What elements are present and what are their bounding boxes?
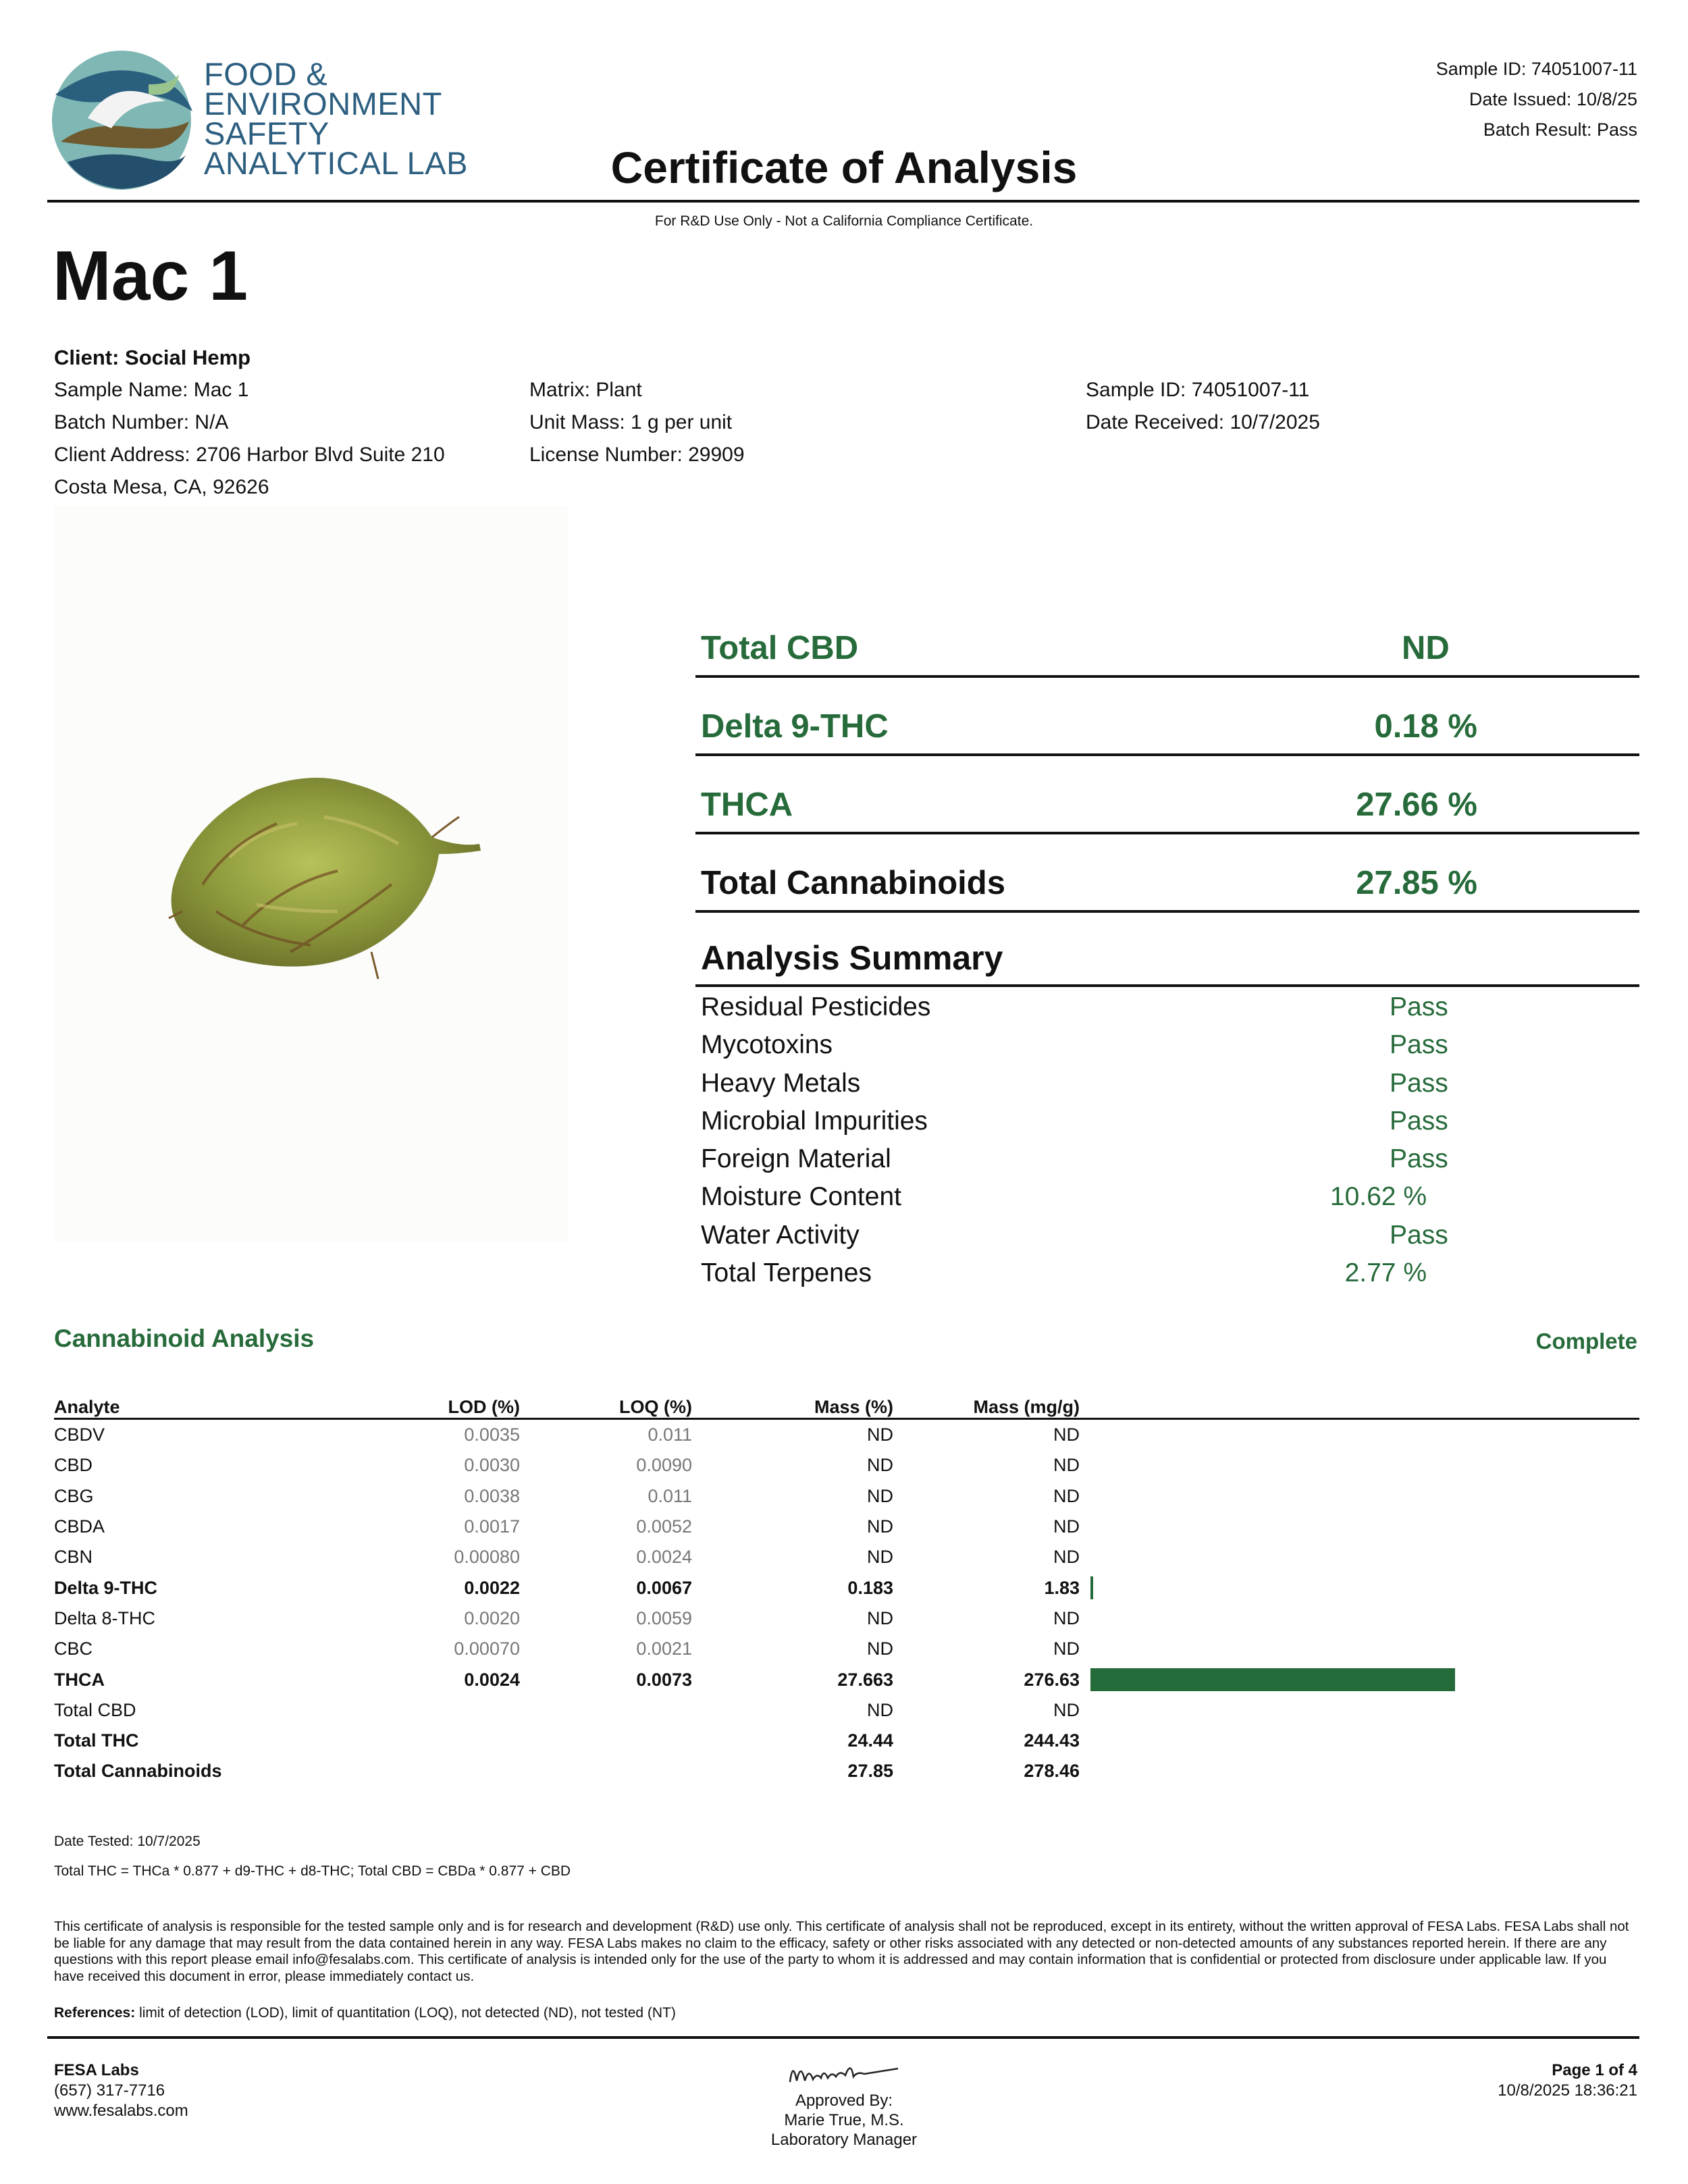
table-row	[54, 1756, 1639, 1786]
cell-lod	[338, 1756, 520, 1786]
analysis-item-name: Water Activity	[701, 1220, 860, 1250]
cell-analyte: CBC	[54, 1639, 93, 1659]
client-city: Costa Mesa, CA, 92626	[54, 476, 269, 498]
cell-loq: 0.0073	[636, 1669, 692, 1690]
cell-bar	[1080, 1726, 1639, 1756]
summary-label: THCA	[701, 787, 793, 823]
summary-value: ND	[1402, 630, 1450, 666]
footer-page-info	[1498, 2060, 1637, 2101]
cell-mass-pct: ND	[867, 1639, 893, 1659]
references-text: limit of detection (LOD), limit of quantitation (LOQ), not detected (ND), not tested (NT)	[135, 2005, 676, 2021]
cell-analyte: CBN	[54, 1547, 93, 1568]
unit-mass: Unit Mass: 1 g per unit	[529, 411, 733, 433]
analysis-item-value: Pass	[1390, 1220, 1448, 1250]
cell-lod: 0.0035	[464, 1424, 520, 1445]
cell-mass-mg: ND	[1053, 1516, 1080, 1537]
cell-loq: 0.0024	[636, 1547, 692, 1568]
cell-mass-pct: ND	[867, 1455, 893, 1476]
references-label: References:	[54, 2005, 136, 2021]
col-header-loq: LOQ (%)	[520, 1391, 692, 1419]
cell-mass-pct: ND	[867, 1547, 893, 1568]
header-divider	[47, 200, 1639, 203]
table-header-row	[54, 1391, 1639, 1419]
table-row	[54, 1481, 1639, 1512]
cell-mass-mg: 278.46	[1024, 1761, 1080, 1782]
cell-bar	[1080, 1542, 1639, 1572]
analysis-item-name: Microbial Impurities	[701, 1106, 928, 1136]
cell-lod: 0.0020	[464, 1607, 520, 1628]
analysis-item-name: Total Terpenes	[701, 1258, 872, 1288]
analysis-item-value: 10.62 %	[1329, 1182, 1427, 1212]
cell-mass-mg: ND	[1053, 1455, 1080, 1476]
cell-analyte: CBDA	[54, 1516, 105, 1537]
cell-loq: 0.0090	[636, 1455, 692, 1476]
table-row	[54, 1542, 1639, 1572]
col-header-lod: LOD (%)	[338, 1391, 520, 1419]
cell-mass-pct: 0.183	[847, 1577, 893, 1598]
client-info-col2	[529, 374, 745, 471]
cell-mass-mg: ND	[1053, 1547, 1080, 1568]
logo-line: SAFETY	[204, 115, 329, 151]
client-label: Client: Social Hemp	[54, 346, 251, 369]
date-tested: Date Tested: 10/7/2025	[54, 1834, 201, 1849]
cell-analyte: CBG	[54, 1485, 94, 1506]
cell-loq: 0.0052	[636, 1516, 692, 1537]
summary-label: Delta 9-THC	[701, 708, 889, 745]
cell-mass-mg: ND	[1053, 1485, 1080, 1506]
client-address: Client Address: 2706 Harbor Blvd Suite 210	[54, 444, 445, 466]
analysis-summary-item	[701, 1215, 1639, 1253]
header-date-issued: Date Issued: 10/8/25	[1469, 89, 1637, 109]
disclaimer: This certificate of analysis is responsible for the tested sample only and is for research and development (R&D) use only. This certificate of analysis shall not be reproduced, except in its entirety, without the written approval of FESA Labs. FESA Labs shall not be liable for any damage that may result from the data contained herein in any way. FESA Labs makes no claim to the efficacy, safety or other risks associated with any detected or non-detected amounts of any substances reported herein. If there are any questions with this report please email info@fesalabs.com. This certificate of analysis is intended only for the use of the party to whom it is addressed and may contain information that is confidential or protected from disclosure under applicable law. If you have received this document in error, please immediately contact us.	[54, 1919, 1629, 1984]
col-header-analyte: Analyte	[54, 1391, 338, 1419]
summary-label: Total Cannabinoids	[701, 865, 1005, 901]
bud-illustration	[54, 506, 567, 1242]
logo-line: ENVIRONMENT	[204, 86, 442, 122]
analysis-summary-item	[701, 1177, 1639, 1215]
analysis-item-value: Pass	[1390, 992, 1448, 1021]
analysis-item-name: Moisture Content	[701, 1182, 901, 1212]
logo-line: ANALYTICAL LAB	[204, 145, 468, 181]
cell-mass-mg: ND	[1053, 1424, 1080, 1445]
sample-name: Sample Name: Mac 1	[54, 379, 249, 401]
page-title: Certificate of Analysis	[610, 142, 1078, 192]
approver-title: Laboratory Manager	[770, 2131, 918, 2149]
footer-approval	[0, 2054, 1688, 2150]
cannabinoid-analysis-title: Cannabinoid Analysis	[54, 1325, 315, 1352]
table-row	[54, 1419, 1639, 1451]
analysis-summary-title: Analysis Summary	[701, 939, 1003, 977]
cell-analyte: Total THC	[54, 1730, 139, 1751]
cell-bar	[1080, 1512, 1639, 1542]
cell-loq: 0.011	[648, 1424, 692, 1445]
mass-bar	[1090, 1668, 1455, 1691]
analysis-summary-item	[701, 1063, 1639, 1101]
footer-divider	[47, 2036, 1639, 2039]
mass-bar	[1090, 1576, 1093, 1599]
cell-loq	[520, 1756, 692, 1786]
analysis-summary-item	[701, 1025, 1639, 1063]
cell-mass-pct: ND	[867, 1516, 893, 1537]
table-row	[54, 1664, 1639, 1695]
formula-note: Total THC = THCa * 0.877 + d9-THC + d8-THC; Total CBD = CBDa * 0.877 + CBD	[54, 1863, 571, 1879]
analysis-item-name: Foreign Material	[701, 1144, 891, 1174]
cell-mass-mg: ND	[1053, 1639, 1080, 1659]
analysis-item-value: Pass	[1390, 1144, 1448, 1174]
header-batch-result: Batch Result: Pass	[1483, 119, 1637, 140]
table-row	[54, 1450, 1639, 1481]
col-header-bar	[1080, 1391, 1639, 1419]
cell-bar	[1080, 1664, 1639, 1695]
client-info-col3	[1086, 374, 1320, 439]
cell-mass-pct: 27.663	[837, 1669, 893, 1690]
cell-bar	[1080, 1634, 1639, 1664]
report-timestamp: 10/8/2025 18:36:21	[1498, 2081, 1637, 2100]
analysis-item-name: Mycotoxins	[701, 1030, 833, 1060]
analysis-summary-item	[701, 1101, 1639, 1139]
analysis-summary-list	[701, 987, 1639, 1291]
header-sample-id: Sample ID: 74051007-11	[1435, 59, 1637, 79]
cell-analyte: Total CBD	[54, 1699, 136, 1720]
cell-lod: 0.00080	[454, 1547, 520, 1568]
cell-bar	[1080, 1450, 1639, 1481]
cell-loq: 0.011	[648, 1485, 692, 1506]
license-number: License Number: 29909	[529, 444, 745, 466]
cell-loq: 0.0067	[636, 1577, 692, 1598]
cell-mass-mg: ND	[1053, 1699, 1080, 1720]
cell-mass-pct: ND	[867, 1607, 893, 1628]
cell-lod	[338, 1695, 520, 1726]
cannabinoid-table-body	[54, 1419, 1639, 1787]
summary-delta9-thc	[695, 679, 1639, 756]
cell-analyte: Delta 9-THC	[54, 1577, 158, 1598]
analysis-summary-item	[701, 1139, 1639, 1177]
sample-id: Sample ID: 74051007-11	[1086, 379, 1310, 401]
approver-name: Marie True, M.S.	[784, 2111, 904, 2129]
cell-mass-mg: 1.83	[1044, 1577, 1080, 1598]
cell-analyte: Delta 8-THC	[54, 1607, 156, 1628]
cell-analyte: CBDV	[54, 1424, 105, 1445]
summary-value: 27.85 %	[1356, 865, 1477, 901]
cell-analyte: CBD	[54, 1455, 93, 1476]
cell-analyte: THCA	[54, 1669, 105, 1690]
compliance-note: For R&D Use Only - Not a California Compliance Certificate.	[654, 213, 1034, 229]
signature-icon	[783, 2054, 905, 2091]
summary-thca	[695, 757, 1639, 834]
cell-bar	[1080, 1572, 1639, 1603]
cell-mass-mg: 244.43	[1024, 1730, 1080, 1751]
cell-lod: 0.0030	[464, 1455, 520, 1476]
cell-lod: 0.0038	[464, 1485, 520, 1506]
cell-analyte: Total Cannabinoids	[54, 1761, 222, 1782]
cell-loq: 0.0059	[636, 1607, 692, 1628]
analysis-item-name: Heavy Metals	[701, 1068, 861, 1098]
col-header-mass-pct: Mass (%)	[692, 1391, 893, 1419]
cell-lod: 0.0017	[464, 1516, 520, 1537]
table-row	[54, 1695, 1639, 1726]
table-row	[54, 1726, 1639, 1756]
footer-lab-name: FESA Labs	[54, 2061, 139, 2079]
date-received: Date Received: 10/7/2025	[1086, 411, 1320, 433]
summary-total-cbd	[695, 601, 1639, 678]
cell-loq	[520, 1695, 692, 1726]
summary-value: 0.18 %	[1374, 708, 1477, 745]
cell-lod: 0.0022	[464, 1577, 520, 1598]
client-info-col1	[54, 374, 445, 504]
cell-bar	[1080, 1419, 1639, 1451]
table-row	[54, 1512, 1639, 1542]
analysis-item-value: Pass	[1390, 1068, 1448, 1098]
col-header-mass-mg: Mass (mg/g)	[893, 1391, 1080, 1419]
cell-bar	[1080, 1756, 1639, 1786]
summary-total-cannabinoids	[695, 836, 1639, 913]
analysis-item-value: Pass	[1390, 1106, 1448, 1136]
cell-mass-pct: 27.85	[847, 1761, 893, 1782]
header-meta	[1436, 54, 1637, 145]
product-name: Mac 1	[53, 237, 248, 315]
page-number: Page 1 of 4	[1552, 2061, 1637, 2079]
summary-label: Total CBD	[701, 630, 859, 666]
analysis-item-value: 2.77 %	[1344, 1258, 1427, 1288]
cell-loq: 0.0021	[636, 1639, 692, 1659]
table-row	[54, 1634, 1639, 1664]
analysis-summary-item	[701, 987, 1639, 1025]
table-row	[54, 1603, 1639, 1634]
logo-line: FOOD &	[204, 56, 328, 92]
footer-phone: (657) 317-7716	[54, 2081, 165, 2100]
analysis-item-name: Residual Pesticides	[701, 992, 931, 1021]
cell-bar	[1080, 1695, 1639, 1726]
cell-lod	[338, 1726, 520, 1756]
cannabinoid-analysis-status: Complete	[1535, 1329, 1637, 1354]
table-row	[54, 1572, 1639, 1603]
cell-mass-mg: ND	[1053, 1607, 1080, 1628]
cannabinoid-table	[54, 1391, 1639, 1787]
cannabis-bud-photo	[54, 506, 567, 1242]
cell-mass-pct: ND	[867, 1424, 893, 1445]
cell-mass-pct: ND	[867, 1485, 893, 1506]
cell-lod: 0.0024	[464, 1669, 520, 1690]
footer-website: www.fesalabs.com	[54, 2102, 188, 2120]
references	[54, 2005, 676, 2021]
cell-bar	[1080, 1603, 1639, 1634]
analysis-item-value: Pass	[1390, 1030, 1448, 1060]
cell-loq	[520, 1726, 692, 1756]
cell-mass-pct: ND	[867, 1699, 893, 1720]
approved-by-label: Approved By:	[795, 2092, 893, 2110]
matrix: Matrix: Plant	[529, 379, 642, 401]
batch-number: Batch Number: N/A	[54, 411, 229, 433]
analysis-summary-item	[701, 1253, 1639, 1291]
cell-mass-mg: 276.63	[1024, 1669, 1080, 1690]
summary-value: 27.66 %	[1356, 787, 1477, 823]
cell-bar	[1080, 1481, 1639, 1512]
cell-mass-pct: 24.44	[847, 1730, 893, 1751]
cell-lod: 0.00070	[454, 1639, 520, 1659]
